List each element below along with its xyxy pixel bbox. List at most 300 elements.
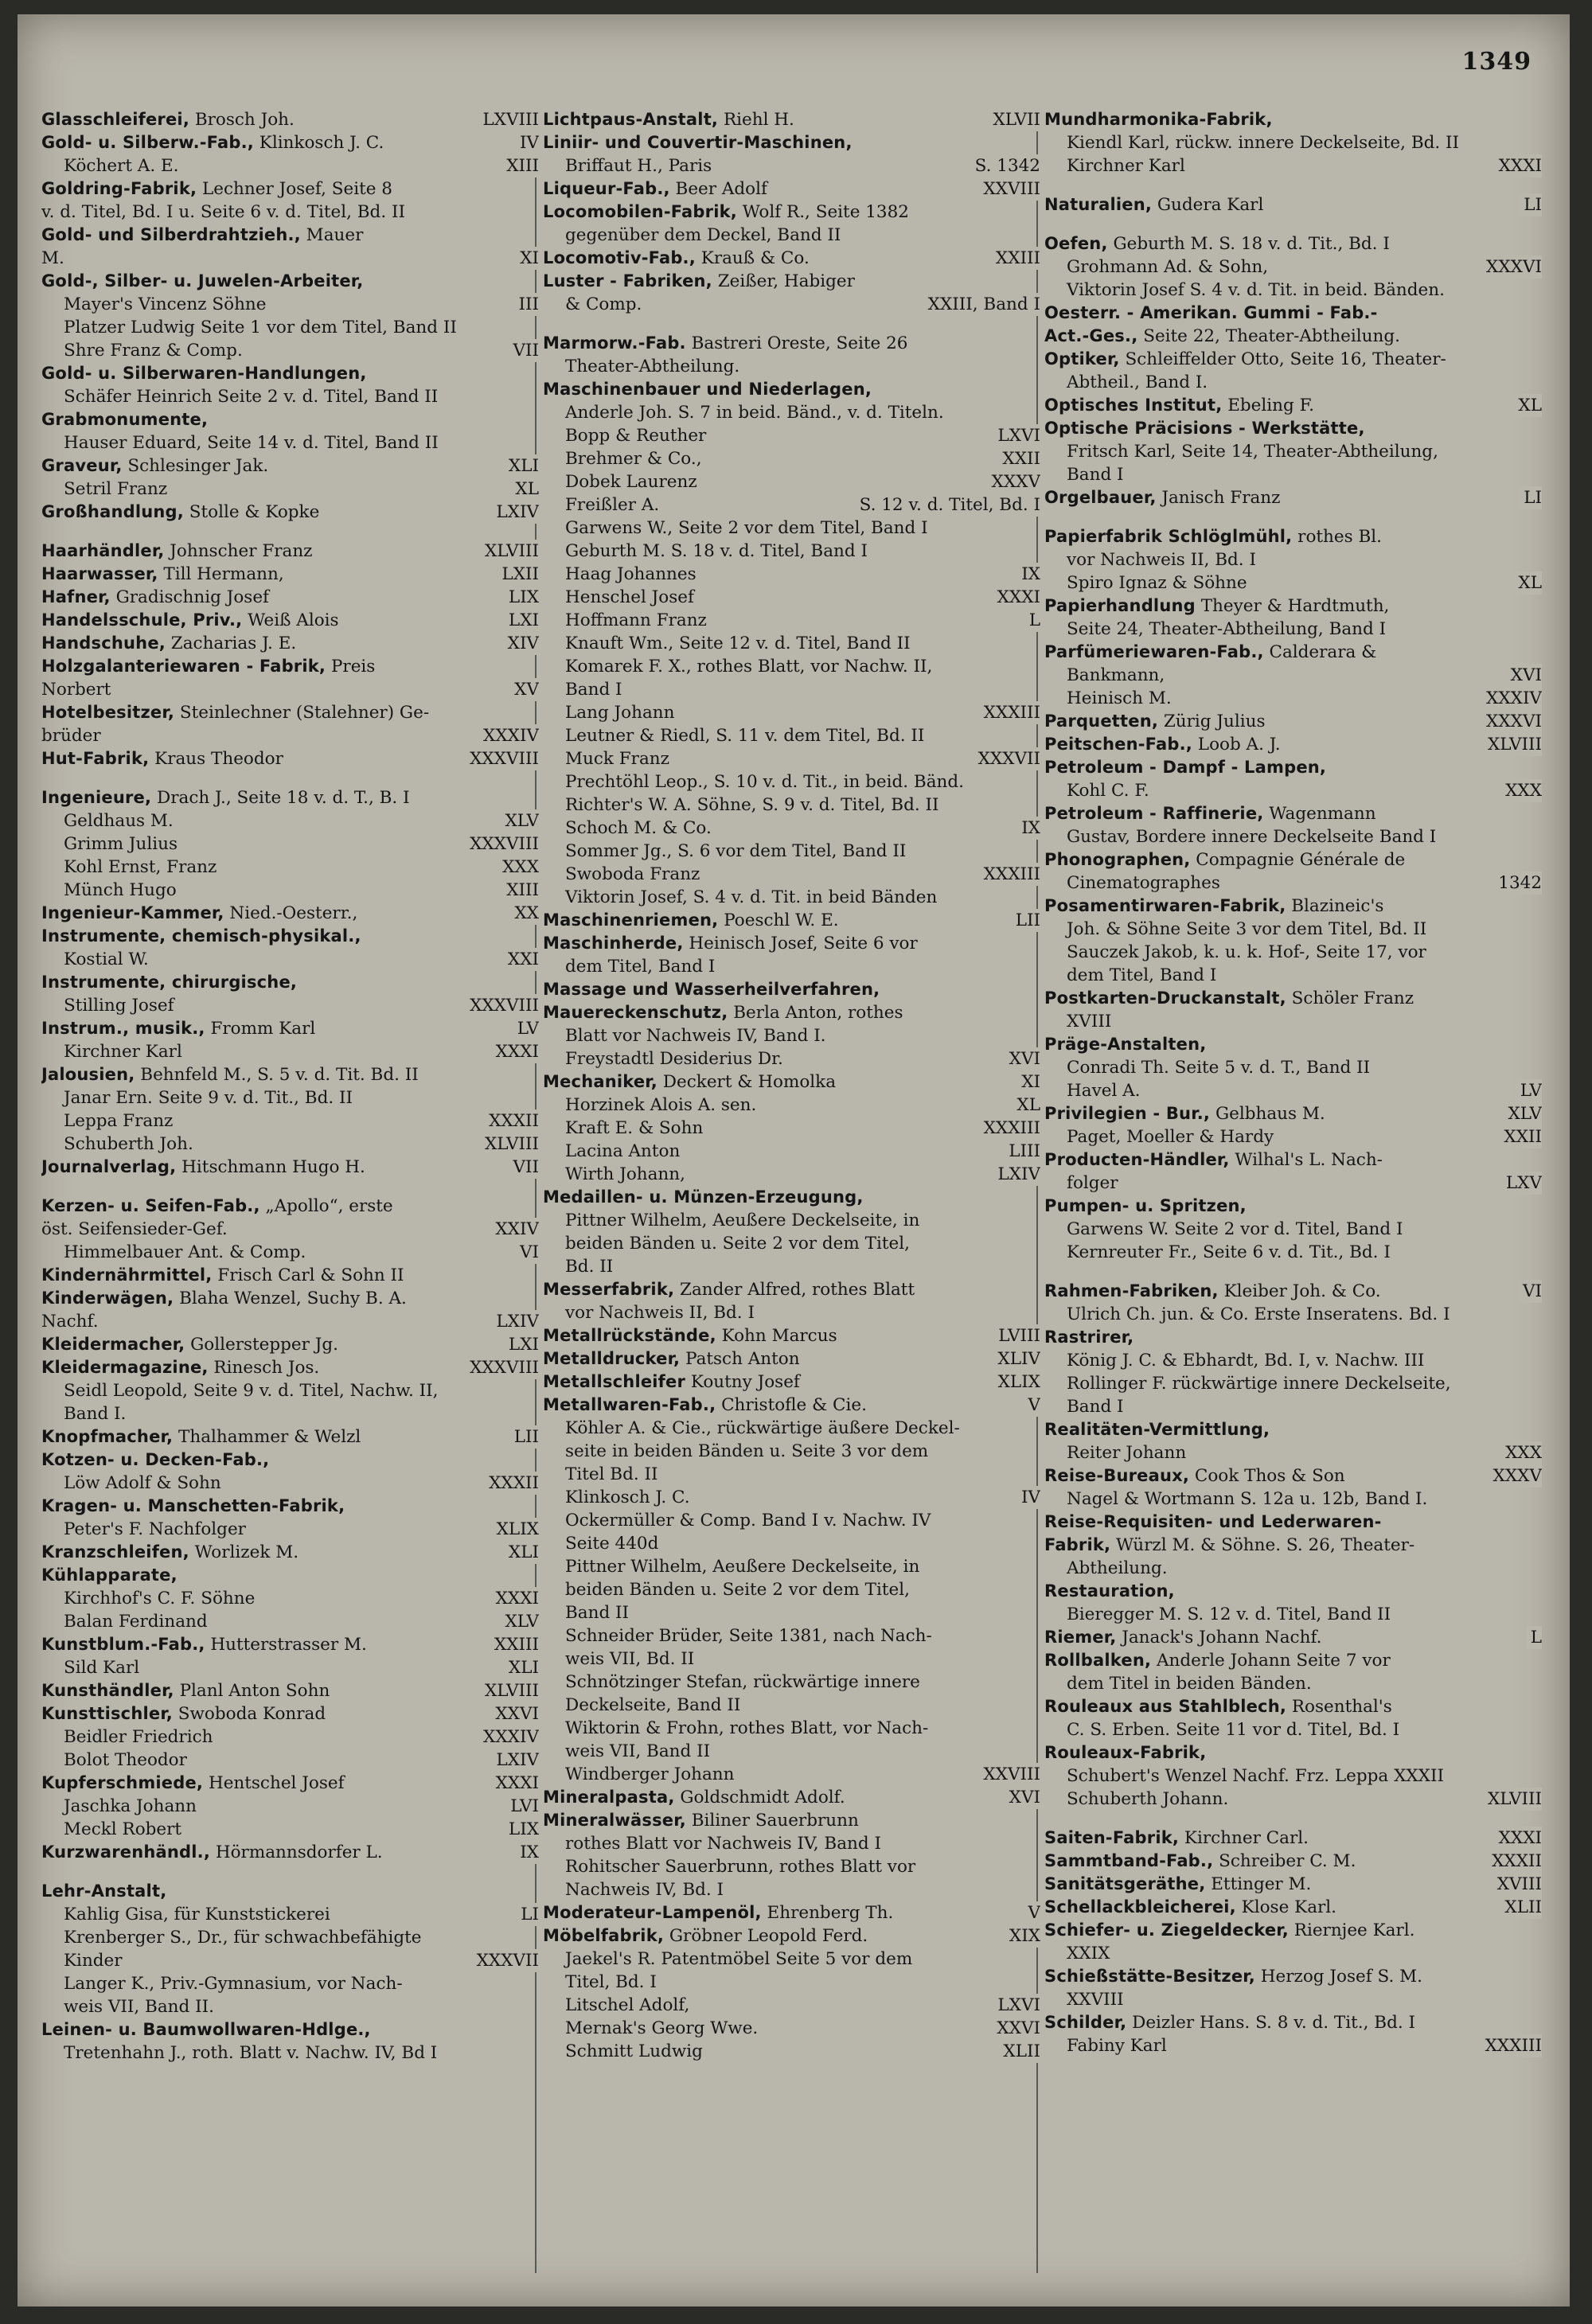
reference: XI bbox=[1016, 1070, 1040, 1094]
directory-entry bbox=[41, 994, 539, 1017]
directory-entry bbox=[41, 856, 539, 879]
directory-entry bbox=[543, 1186, 1040, 1209]
category-heading: Metallrückstände, bbox=[543, 1326, 716, 1345]
category-heading: Marmorw.-Fab. bbox=[543, 333, 686, 353]
reference: XVI bbox=[1005, 1047, 1040, 1070]
reference: XVI bbox=[1506, 664, 1542, 687]
directory-entry bbox=[543, 1463, 1040, 1486]
entry-text: Stolle & Kopke bbox=[183, 502, 320, 522]
directory-entry bbox=[543, 609, 1040, 632]
directory-entry bbox=[41, 1472, 539, 1495]
category-heading: Haarhändler, bbox=[41, 541, 165, 560]
entry-text: Band I. bbox=[64, 1404, 127, 1424]
directory-entry bbox=[543, 701, 1040, 724]
entry-text: Garwens W., Seite 2 vor dem Titel, Band I bbox=[565, 518, 928, 538]
entry-text: Rinesch Jos. bbox=[208, 1358, 320, 1378]
reference: XXXI bbox=[1494, 1827, 1542, 1850]
category-heading: Rahmen-Fabriken, bbox=[1044, 1281, 1219, 1300]
directory-entry bbox=[1044, 1395, 1542, 1418]
category-heading: Kurzwarenhändl., bbox=[41, 1842, 211, 1862]
column-1 bbox=[41, 108, 539, 2289]
reference: XLVIII bbox=[480, 540, 539, 563]
directory-entry bbox=[41, 632, 539, 655]
directory-entry bbox=[41, 1218, 539, 1241]
category-heading: Orgelbauer, bbox=[1044, 488, 1157, 507]
directory-entry bbox=[543, 108, 1040, 131]
entry-text: Kirchner Karl bbox=[1067, 156, 1185, 176]
directory-entry bbox=[543, 1117, 1040, 1140]
reference: XIV bbox=[503, 632, 539, 655]
entry-text: Mernak's Georg Wwe. bbox=[565, 2018, 759, 2038]
entry-text: Theater-Abtheilung. bbox=[565, 357, 740, 376]
entry-text: Hauser Eduard, Seite 14 v. d. Titel, Band II bbox=[64, 433, 439, 453]
entry-text: Richter's W. A. Söhne, S. 9 v. d. Titel, Bd. II bbox=[565, 795, 939, 815]
entry-text: Lacina Anton bbox=[565, 1141, 681, 1161]
entry-text: Grohmann Ad. & Sohn, bbox=[1067, 257, 1269, 277]
reference: IV bbox=[1016, 1486, 1040, 1509]
reference: L bbox=[1526, 1626, 1542, 1649]
directory-entry bbox=[543, 1163, 1040, 1186]
entry-text: Kirchner Carl. bbox=[1179, 1828, 1309, 1848]
category-heading: Petroleum - Raffinerie, bbox=[1044, 804, 1264, 823]
category-heading: Maschinenbauer und Niederlagen, bbox=[543, 380, 872, 399]
directory-entry bbox=[543, 270, 1040, 293]
entry-text: Sommer Jg., S. 6 vor dem Titel, Band II bbox=[565, 841, 907, 861]
entry-text: Seite 24, Theater-Abtheilung, Band I bbox=[1067, 619, 1387, 639]
category-heading: Kranzschleifen, bbox=[41, 1542, 189, 1562]
reference: XXXV bbox=[1489, 1464, 1542, 1488]
entry-text: Horzinek Alois A. sen. bbox=[565, 1095, 757, 1115]
category-heading: Journalverlag, bbox=[41, 1157, 177, 1176]
directory-entry bbox=[41, 747, 539, 770]
reference: VII bbox=[508, 1156, 539, 1179]
reference: XXXII bbox=[484, 1472, 539, 1495]
directory-entry bbox=[1044, 733, 1542, 756]
category-heading: Instrumente, chemisch-physikal., bbox=[41, 926, 361, 946]
entry-text: Beer Adolf bbox=[669, 179, 767, 199]
entry-text: Band I bbox=[1067, 465, 1124, 485]
directory-entry bbox=[543, 1924, 1040, 1948]
entry-text: öst. Seifensieder-Gef. bbox=[41, 1219, 228, 1239]
directory-entry bbox=[41, 809, 539, 833]
category-heading: Producten-Händler, bbox=[1044, 1150, 1230, 1169]
entry-text: M. bbox=[41, 248, 64, 268]
entry-text: Beidler Friedrich bbox=[64, 1727, 213, 1747]
directory-entry bbox=[1044, 1557, 1542, 1580]
directory-entry bbox=[41, 1241, 539, 1264]
directory-entry bbox=[543, 355, 1040, 378]
entry-text: Balan Ferdinand bbox=[64, 1612, 208, 1632]
reference: VII bbox=[508, 339, 539, 362]
directory-entry bbox=[543, 863, 1040, 886]
directory-entry bbox=[41, 586, 539, 609]
entry-text: Compagnie Générale de bbox=[1190, 850, 1406, 870]
spacer bbox=[41, 524, 539, 540]
directory-entry bbox=[41, 478, 539, 501]
reference: XXXII bbox=[484, 1109, 539, 1133]
entry-text: Ulrich Ch. jun. & Co. Erste Inseratens. Bd. I bbox=[1067, 1304, 1450, 1324]
directory-entry bbox=[1044, 1649, 1542, 1672]
directory-entry bbox=[543, 131, 1040, 154]
entry-text: Koutny Josef bbox=[685, 1372, 800, 1392]
category-heading: Reise-Requisiten- und Lederwaren- bbox=[1044, 1512, 1382, 1531]
directory-entry bbox=[41, 1795, 539, 1818]
directory-entry bbox=[41, 2018, 539, 2041]
directory-entry bbox=[1044, 802, 1542, 825]
directory-entry bbox=[1044, 440, 1542, 463]
directory-entry bbox=[41, 1725, 539, 1749]
directory-entry bbox=[543, 1324, 1040, 1347]
category-heading: Papierhandlung bbox=[1044, 596, 1196, 615]
entry-text: Tretenhahn J., roth. Blatt v. Nachw. IV, Bd I bbox=[64, 2043, 438, 2063]
entry-text: Spiro Ignaz & Söhne bbox=[1067, 573, 1247, 593]
reference: IX bbox=[1016, 563, 1040, 586]
reference: XI bbox=[515, 247, 539, 270]
entry-text: Sild Karl bbox=[64, 1658, 140, 1678]
reference: XXXV bbox=[987, 470, 1040, 493]
directory-entry bbox=[543, 2017, 1040, 2040]
reference: LI bbox=[1519, 193, 1542, 216]
spacer bbox=[41, 770, 539, 786]
entry-text: Gudera Karl bbox=[1152, 195, 1264, 215]
entry-text: Kleiber Joh. & Co. bbox=[1218, 1281, 1381, 1301]
directory-entry bbox=[1044, 941, 1542, 964]
directory-entry bbox=[1044, 872, 1542, 895]
reference: XL bbox=[1012, 1094, 1040, 1117]
category-heading: Goldring-Fabrik, bbox=[41, 179, 197, 198]
reference: XXVIII bbox=[978, 177, 1040, 201]
entry-text: Titel, Bd. I bbox=[565, 1972, 657, 1992]
entry-text: Seite 22, Theater-Abtheilung. bbox=[1137, 326, 1400, 346]
directory-entry bbox=[543, 978, 1040, 1001]
directory-entry bbox=[41, 902, 539, 925]
reference: XXVI bbox=[992, 2017, 1040, 2040]
entry-text: Poeschl W. E. bbox=[718, 910, 839, 930]
directory-entry bbox=[543, 932, 1040, 955]
directory-entry bbox=[41, 833, 539, 856]
directory-entry bbox=[543, 1394, 1040, 1417]
entry-text: Pittner Wilhelm, Aeußere Deckelseite, in bbox=[565, 1211, 920, 1230]
reference: XVIII bbox=[1492, 1873, 1542, 1896]
directory-entry bbox=[543, 470, 1040, 493]
entry-text: Heinisch M. bbox=[1067, 688, 1172, 708]
entry-text: Rollinger F. rückwärtige innere Deckelseite, bbox=[1067, 1374, 1451, 1394]
entry-text: Fromm Karl bbox=[205, 1019, 316, 1039]
entry-text: Blatt vor Nachweis IV, Band I. bbox=[565, 1026, 826, 1046]
directory-entry bbox=[41, 1972, 539, 1995]
entry-text: Kernreuter Fr., Seite 6 v. d. Tit., Bd. I bbox=[1067, 1242, 1391, 1262]
reference: LIX bbox=[504, 1818, 539, 1841]
entry-text: Preis bbox=[326, 657, 376, 677]
entry-text: Freißler A. bbox=[565, 495, 660, 515]
directory-entry bbox=[1044, 848, 1542, 872]
entry-text: Anderle Joh. S. 7 in beid. Bänd., v. d. Titeln. bbox=[565, 403, 944, 423]
directory-entry bbox=[41, 1880, 539, 1903]
reference: XLV bbox=[500, 1610, 539, 1633]
entry-text: Kahlig Gisa, für Kunststickerei bbox=[64, 1905, 330, 1924]
category-heading: Pumpen- u. Spritzen, bbox=[1044, 1196, 1247, 1215]
category-heading: Metallwaren-Fab., bbox=[543, 1395, 716, 1414]
entry-text: Till Hermann, bbox=[158, 564, 284, 584]
directory-entry bbox=[41, 1195, 539, 1218]
entry-text: Zürig Julius bbox=[1158, 712, 1266, 731]
category-heading: Glasschleiferei, bbox=[41, 110, 189, 129]
directory-entry bbox=[41, 339, 539, 362]
entry-text: Wagenmann bbox=[1263, 804, 1376, 824]
category-heading: Fabrik, bbox=[1044, 1535, 1111, 1554]
category-heading: Kupferschmiede, bbox=[41, 1773, 204, 1792]
entry-text: Schäfer Heinrich Seite 2 v. d. Titel, Band II bbox=[64, 387, 439, 407]
reference: LXIV bbox=[491, 1749, 539, 1772]
entry-text: Schnötzinger Stefan, rückwärtige innere bbox=[565, 1672, 920, 1692]
category-heading: Naturalien, bbox=[1044, 195, 1153, 214]
directory-entry bbox=[41, 971, 539, 994]
entry-text: Zeißer, Habiger bbox=[712, 271, 855, 291]
directory-entry bbox=[41, 1017, 539, 1040]
reference: XV bbox=[509, 678, 539, 701]
directory-entry bbox=[41, 678, 539, 701]
entry-text: Himmelbauer Ant. & Comp. bbox=[64, 1242, 306, 1262]
entry-text: dem Titel, Band I bbox=[565, 957, 716, 977]
entry-text: Schoch M. & Co. bbox=[565, 818, 712, 838]
directory-entry bbox=[1044, 1988, 1542, 2011]
entry-text: Kohl C. F. bbox=[1067, 781, 1149, 801]
spacer bbox=[1044, 177, 1542, 193]
entry-text: Mauer bbox=[300, 225, 364, 245]
directory-entry bbox=[1044, 1718, 1542, 1741]
directory-entry bbox=[41, 1264, 539, 1287]
entry-text: Bopp & Reuther bbox=[565, 426, 707, 446]
directory-page bbox=[18, 14, 1570, 2306]
reference: LIX bbox=[504, 586, 539, 609]
directory-entry bbox=[543, 1717, 1040, 1740]
spacer bbox=[1044, 216, 1542, 232]
directory-entry bbox=[543, 154, 1040, 177]
category-heading: Möbelfabrik, bbox=[543, 1926, 665, 1945]
directory-entry bbox=[41, 1310, 539, 1333]
entry-text: Christofle & Cie. bbox=[716, 1395, 867, 1415]
directory-entry bbox=[41, 1156, 539, 1179]
reference: IX bbox=[515, 1841, 539, 1864]
directory-entry bbox=[41, 609, 539, 632]
reference: L bbox=[1024, 609, 1040, 632]
reference: XXXIV bbox=[478, 1725, 539, 1749]
entry-text: Schubert's Wenzel Nachf. Frz. Leppa XXXII bbox=[1067, 1766, 1444, 1786]
reference: XXXI bbox=[491, 1772, 539, 1795]
directory-entry bbox=[1044, 548, 1542, 571]
category-heading: Mineralwässer, bbox=[543, 1811, 686, 1830]
directory-entry bbox=[41, 724, 539, 747]
entry-text: Lechner Josef, Seite 8 bbox=[197, 179, 392, 199]
entry-text: Hutterstrasser M. bbox=[205, 1635, 367, 1655]
directory-entry bbox=[543, 1624, 1040, 1647]
entry-text: Swoboda Konrad bbox=[172, 1704, 326, 1724]
category-heading: Rouleaux-Fabrik, bbox=[1044, 1743, 1207, 1762]
entry-text: Loob A. J. bbox=[1192, 735, 1281, 755]
entry-text: Platzer Ludwig Seite 1 vor dem Titel, Band II bbox=[64, 318, 457, 337]
directory-entry bbox=[41, 154, 539, 177]
directory-entry bbox=[1044, 1241, 1542, 1264]
entry-text: Dobek Laurenz bbox=[565, 472, 697, 492]
entry-text: v. d. Titel, Bd. I u. Seite 6 v. d. Titel, Bd. II bbox=[41, 202, 405, 222]
directory-entry bbox=[41, 177, 539, 201]
reference: XLII bbox=[998, 2040, 1040, 2063]
category-heading: Postkarten-Druckanstalt, bbox=[1044, 988, 1286, 1008]
entry-text: Viktorin Josef S. 4 v. d. Tit. in beid. Bänden. bbox=[1067, 280, 1445, 300]
directory-entry bbox=[41, 1287, 539, 1310]
category-heading: Kunsthändler, bbox=[41, 1681, 174, 1700]
directory-entry bbox=[543, 1047, 1040, 1070]
entry-text: Brosch Joh. bbox=[189, 110, 295, 130]
category-heading: Rollbalken, bbox=[1044, 1651, 1152, 1670]
entry-text: Band I bbox=[1067, 1397, 1124, 1417]
directory-entry bbox=[1044, 641, 1542, 664]
category-heading: Sanitätsgeräthe, bbox=[1044, 1874, 1206, 1893]
entry-text: Planl Anton Sohn bbox=[174, 1681, 330, 1701]
directory-entry bbox=[543, 1209, 1040, 1232]
directory-entry bbox=[543, 655, 1040, 678]
reference: XXXVIII bbox=[465, 994, 539, 1017]
entry-text: Kraft E. & Sohn bbox=[565, 1118, 704, 1138]
entry-text: Kinder bbox=[64, 1951, 123, 1971]
reference: XXXVIII bbox=[465, 833, 539, 856]
directory-entry bbox=[543, 886, 1040, 909]
reference: XLIX bbox=[993, 1371, 1040, 1394]
category-heading: Sammtband-Fab., bbox=[1044, 1851, 1214, 1870]
category-heading: Optiker, bbox=[1044, 349, 1120, 368]
entry-text: Ockermüller & Comp. Band I v. Nachw. IV bbox=[565, 1511, 931, 1530]
directory-entry bbox=[41, 431, 539, 454]
category-heading: Kleidermagazine, bbox=[41, 1358, 209, 1377]
entry-text: Havel A. bbox=[1067, 1081, 1141, 1101]
entry-text: Cook Thos & Son bbox=[1189, 1466, 1345, 1486]
entry-text: Krenberger S., Dr., für schwachbefähigte bbox=[64, 1928, 422, 1948]
entry-text: Kraus Theodor bbox=[149, 749, 283, 769]
entry-text: Ehrenberg Th. bbox=[761, 1903, 894, 1923]
category-heading: Holzgalanteriewaren - Fabrik, bbox=[41, 657, 326, 676]
directory-entry bbox=[41, 1356, 539, 1379]
directory-entry bbox=[41, 1133, 539, 1156]
entry-text: Bankmann, bbox=[1067, 665, 1165, 685]
directory-entry bbox=[1044, 131, 1542, 154]
entry-text: dem Titel in beiden Bänden. bbox=[1067, 1674, 1312, 1694]
reference: LVIII bbox=[993, 1324, 1040, 1347]
directory-entry bbox=[543, 1140, 1040, 1163]
spacer bbox=[41, 1179, 539, 1195]
directory-entry bbox=[1044, 1102, 1542, 1125]
directory-entry bbox=[1044, 964, 1542, 987]
entry-text: Goldschmidt Adolf. bbox=[674, 1788, 845, 1807]
reference: XXXI bbox=[491, 1040, 539, 1063]
category-heading: Rastrirer, bbox=[1044, 1328, 1134, 1347]
directory-entry bbox=[1044, 1764, 1542, 1788]
directory-entry bbox=[41, 1449, 539, 1472]
directory-entry bbox=[1044, 595, 1542, 618]
directory-entry bbox=[1044, 664, 1542, 687]
directory-entry bbox=[1044, 1441, 1542, 1464]
entry-text: Behnfeld M., S. 5 v. d. Tit. Bd. II bbox=[135, 1065, 419, 1085]
entry-text: XXVIII bbox=[1067, 1990, 1124, 2010]
directory-entry bbox=[41, 1679, 539, 1702]
directory-entry bbox=[1044, 1218, 1542, 1241]
category-heading: Kindernährmittel, bbox=[41, 1265, 213, 1285]
entry-text: Biliner Sauerbrunn bbox=[685, 1811, 859, 1831]
category-heading: Locomotiv-Fab., bbox=[543, 248, 696, 267]
reference: LXI bbox=[504, 609, 539, 632]
directory-entry bbox=[543, 724, 1040, 747]
entry-text: Schuberth Joh. bbox=[64, 1134, 193, 1154]
directory-entry bbox=[1044, 1580, 1542, 1603]
directory-entry bbox=[1044, 1303, 1542, 1326]
category-heading: Parquetten, bbox=[1044, 712, 1159, 731]
directory-entry bbox=[41, 454, 539, 478]
entry-text: Muck Franz bbox=[565, 749, 669, 769]
directory-entry bbox=[1044, 394, 1542, 417]
directory-entry bbox=[543, 632, 1040, 655]
entry-text: Kiendl Karl, rückw. innere Deckelseite, Bd. II bbox=[1067, 133, 1460, 153]
reference: LXI bbox=[504, 1333, 539, 1356]
entry-text: Janar Ern. Seite 9 v. d. Tit., Bd. II bbox=[64, 1088, 353, 1108]
entry-text: Reiter Johann bbox=[1067, 1443, 1187, 1463]
entry-text: vor Nachweis II, Bd. I bbox=[1067, 550, 1256, 570]
reference: S. 1342 bbox=[970, 154, 1040, 177]
category-heading: Schießstätte-Besitzer, bbox=[1044, 1967, 1255, 1986]
directory-entry bbox=[543, 678, 1040, 701]
category-heading: Act.-Ges., bbox=[1044, 326, 1138, 345]
directory-entry bbox=[1044, 1672, 1542, 1695]
directory-entry bbox=[1044, 1148, 1542, 1172]
category-heading: Mechaniker, bbox=[543, 1072, 657, 1091]
directory-entry bbox=[543, 1001, 1040, 1024]
directory-entry bbox=[543, 1255, 1040, 1278]
reference: XXX bbox=[1500, 779, 1542, 802]
entry-text: Hoffmann Franz bbox=[565, 610, 707, 630]
directory-entry bbox=[543, 517, 1040, 540]
reference: XVI bbox=[1005, 1786, 1040, 1809]
category-heading: Posamentirwaren-Fabrik, bbox=[1044, 896, 1286, 915]
directory-entry bbox=[1044, 371, 1542, 394]
reference: XLIV bbox=[993, 1347, 1040, 1371]
entry-text: Blaha Wenzel, Suchy B. A. bbox=[174, 1289, 407, 1308]
reference: XL bbox=[1513, 571, 1542, 595]
category-heading: Handschuhe, bbox=[41, 634, 166, 653]
directory-entry bbox=[543, 770, 1040, 794]
reference: XXXI bbox=[491, 1587, 539, 1610]
directory-entry bbox=[41, 201, 539, 224]
directory-entry bbox=[41, 1841, 539, 1864]
directory-entry bbox=[41, 316, 539, 339]
directory-entry bbox=[1044, 1741, 1542, 1764]
directory-entry bbox=[543, 493, 1040, 517]
entry-text: Paget, Moeller & Hardy bbox=[1067, 1127, 1274, 1147]
column-2 bbox=[543, 108, 1040, 2289]
directory-entry bbox=[543, 1301, 1040, 1324]
entry-text: Kostial W. bbox=[64, 949, 149, 969]
directory-entry bbox=[1044, 1326, 1542, 1349]
directory-entry bbox=[1044, 1464, 1542, 1488]
directory-entry bbox=[1044, 486, 1542, 509]
category-heading: Mineralpasta, bbox=[543, 1788, 675, 1807]
entry-text: Wiktorin & Frohn, rothes Blatt, vor Nach- bbox=[565, 1718, 929, 1738]
directory-entry bbox=[543, 1070, 1040, 1094]
directory-entry bbox=[543, 1486, 1040, 1509]
entry-text: Brehmer & Co., bbox=[565, 449, 702, 469]
category-heading: Peitschen-Fab., bbox=[1044, 735, 1192, 754]
entry-text: Klinkosch J. C. bbox=[253, 133, 384, 153]
entry-text: Schöler Franz bbox=[1286, 988, 1414, 1008]
directory-entry bbox=[1044, 618, 1542, 641]
entry-text: vor Nachweis II, Bd. I bbox=[565, 1303, 755, 1323]
